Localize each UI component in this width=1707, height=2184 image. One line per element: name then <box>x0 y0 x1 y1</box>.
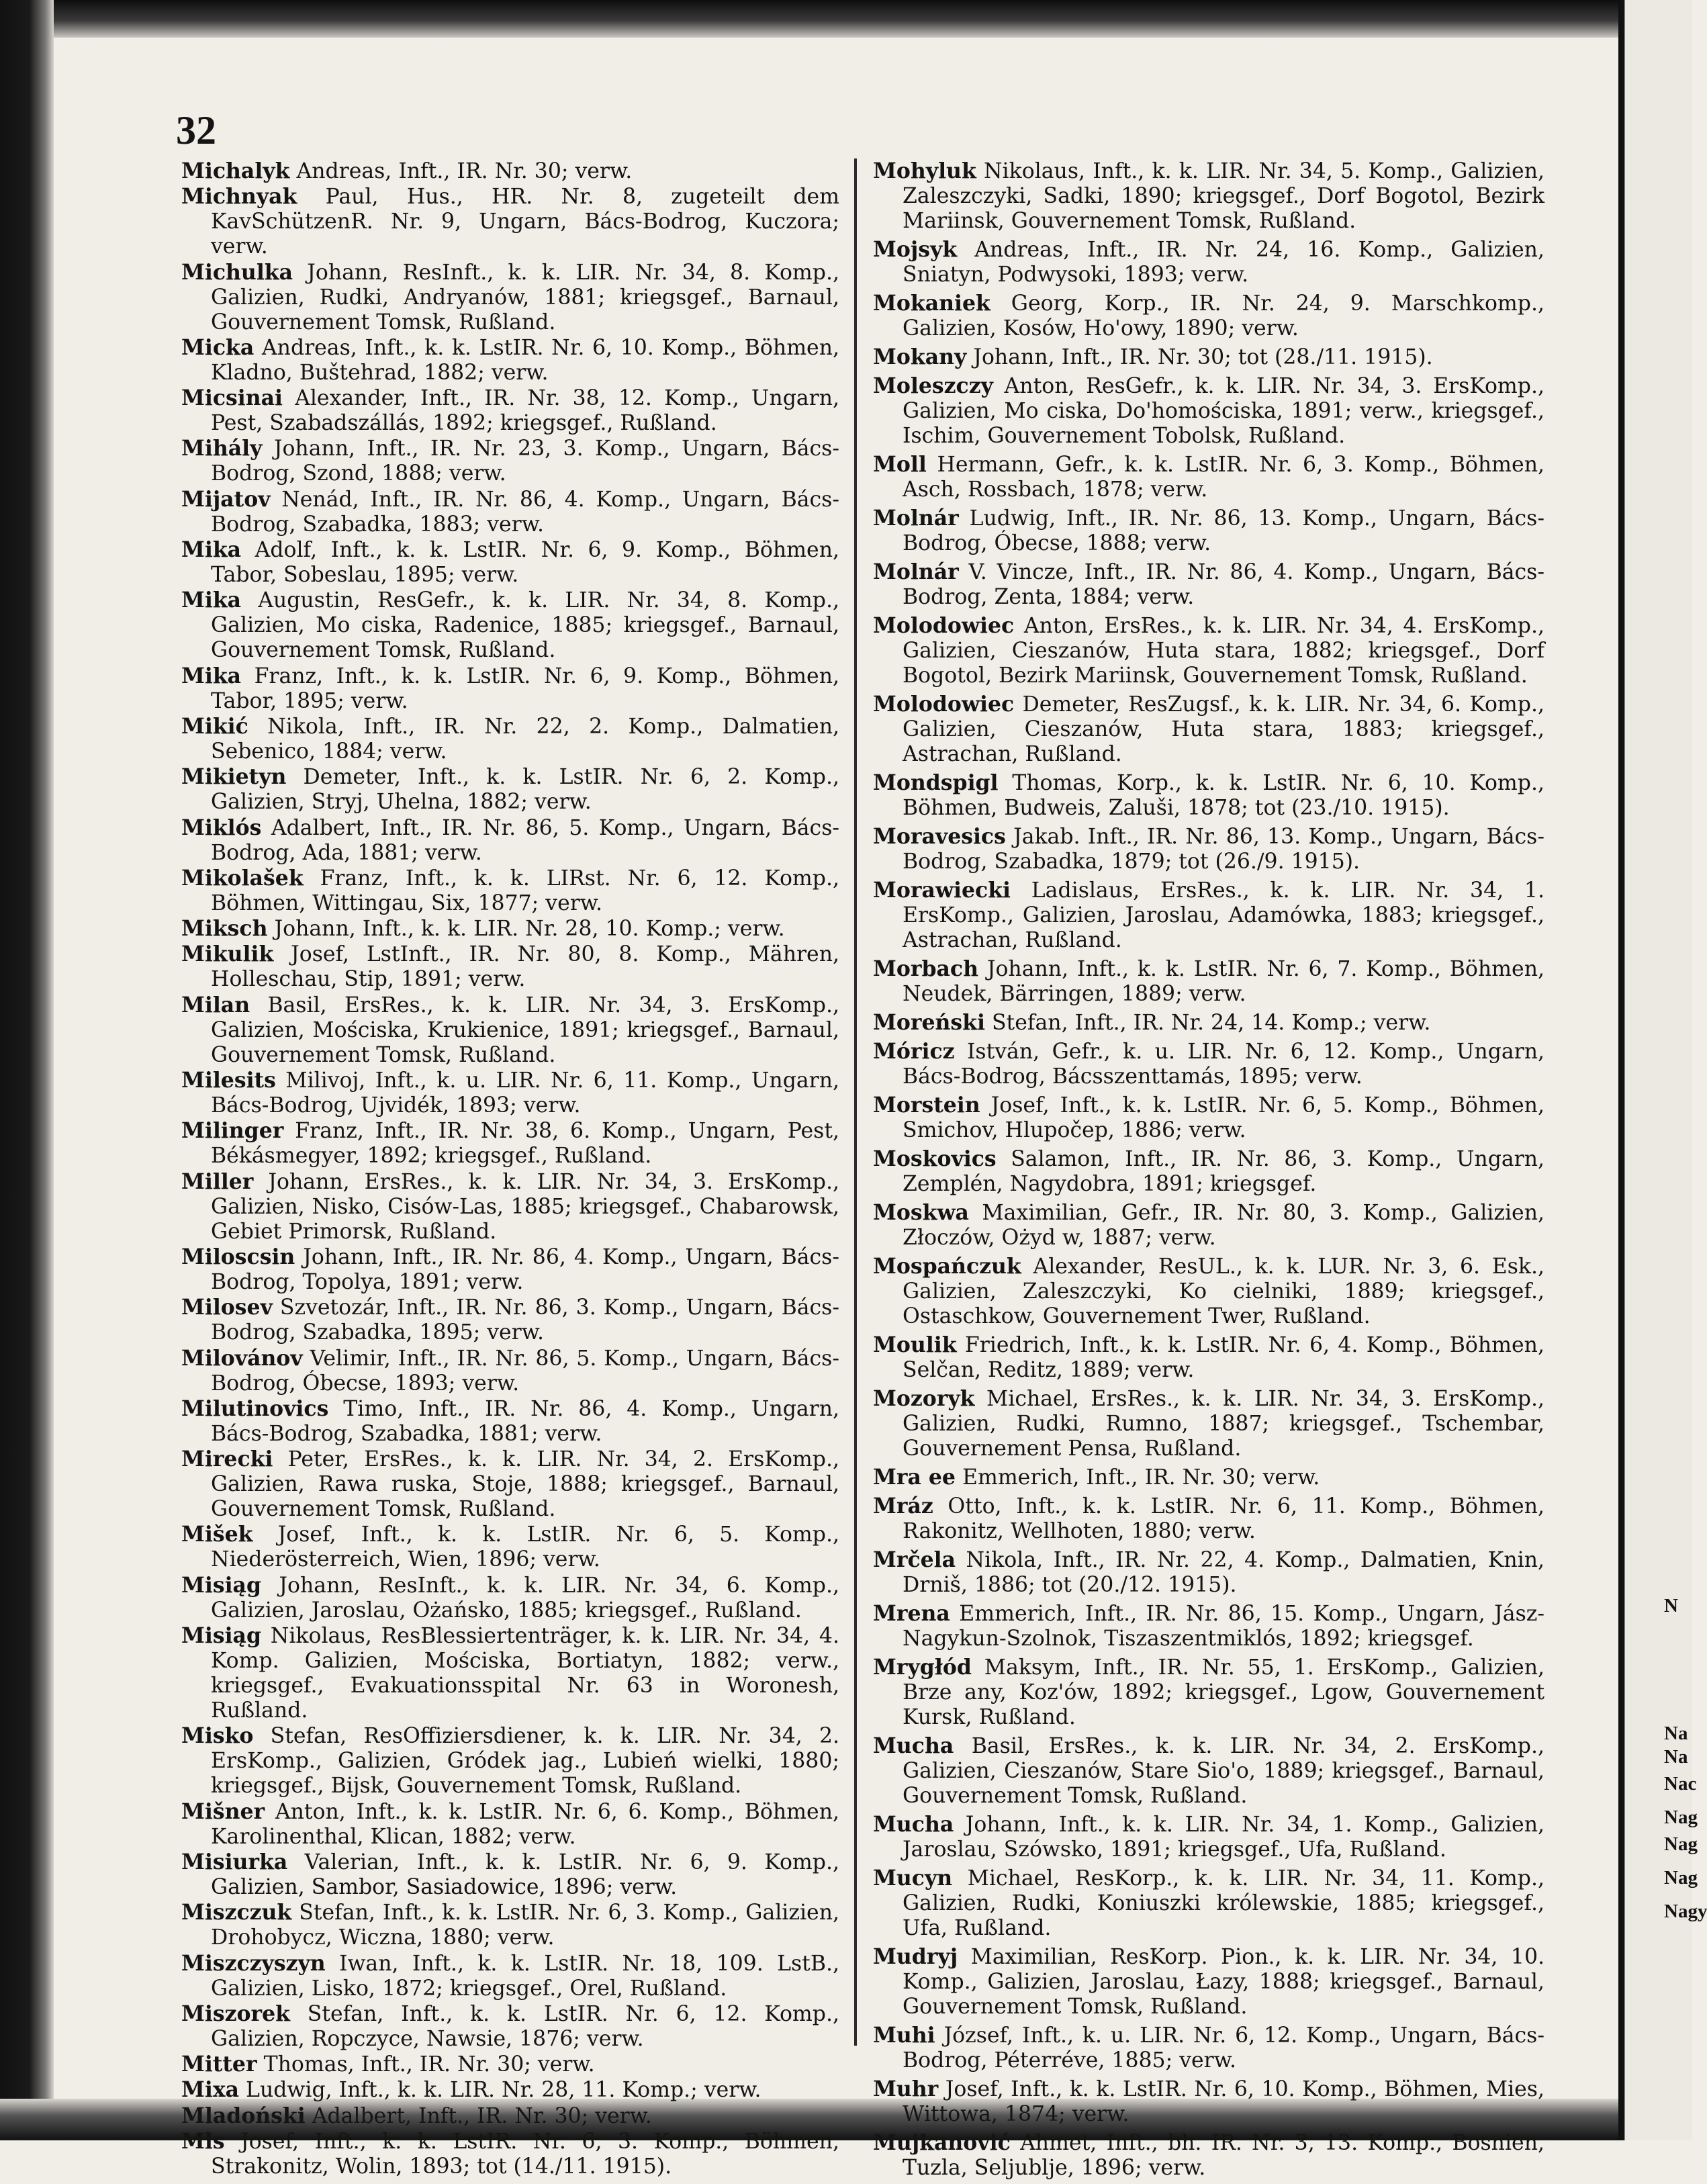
entry-details: Nikolaus, ResBlessiertenträger, k. k. LIR. Nr. 34, 4. Komp. Galizien, Mościska, Bortiatyn, 1882; verw., kriegsgef., Evakuationsspital Nr. 63 in Woronesh, Rußland. <box>211 1624 839 1723</box>
register-entry <box>181 1068 839 1118</box>
register-entry <box>181 1346 839 1396</box>
register-entry <box>181 764 839 815</box>
register-entry <box>873 1655 1544 1730</box>
register-entry <box>181 1169 839 1244</box>
entry-surname: Morawiecki <box>873 878 1011 903</box>
register-entry <box>873 158 1544 234</box>
entry-surname: Milan <box>181 992 250 1017</box>
register-entry <box>181 1951 839 2001</box>
entry-surname: Mra ee <box>873 1465 956 1490</box>
entry-details: Basil, ErsRes., k. k. LIR. Nr. 34, 2. ErsKomp., Galizien, Cieszanów, Stare Sio'o, 1889; kriegsgef., Barnaul, Gouvernement Tomsk, Rußland. <box>903 1734 1544 1808</box>
entry-details: Michael, ErsRes., k. k. LIR. Nr. 34, 3. ErsKomp., Galizien, Rudki, Rumno, 1887; kriegsgef., Tschembar, Gouvernement Pensa, Rußland. <box>903 1387 1544 1461</box>
entry-details: Franz, Inft., k. k. LIRst. Nr. 6, 12. Komp., Böhmen, Wittingau, Six, 1877; verw. <box>211 866 839 915</box>
register-entry <box>873 1010 1544 1036</box>
entry-details: Ladislaus, ErsRes., k. k. LIR. Nr. 34, 1. ErsKomp., Galizien, Jaroslau, Adamówka, 1883; kriegsgef., Astrachan, Rußland. <box>903 878 1544 952</box>
entry-surname: Mujkanović <box>873 2130 1011 2155</box>
register-entry <box>181 1522 839 1572</box>
entry-details: Johann, Inft., IR. Nr. 86, 4. Komp., Ungarn, Bács-Bodrog, Topolya, 1891; verw. <box>211 1244 839 1294</box>
register-entry <box>873 878 1544 953</box>
register-entry <box>181 1447 839 1522</box>
entry-surname: Moulik <box>873 1332 957 1357</box>
entry-surname: Mokaniek <box>873 291 990 316</box>
entry-details: Jakab. Inft., IR. Nr. 86, 13. Komp., Ungarn, Bács-Bodrog, Szabadka, 1879; tot (26./9. 1915). <box>903 825 1544 874</box>
entry-details: Adolf, Inft., k. k. LstIR. Nr. 6, 9. Komp., Böhmen, Tabor, Sobeslau, 1895; verw. <box>211 538 839 588</box>
entry-details: Josef, LstInft., IR. Nr. 80, 8. Komp., Mähren, Holleschau, Stip, 1891; verw. <box>211 942 839 992</box>
register-entry <box>873 1332 1544 1383</box>
entry-surname: Mls <box>181 2128 225 2154</box>
register-entry <box>873 345 1544 370</box>
register-entry <box>873 1254 1544 1329</box>
entry-details: Adalbert, Inft., IR. Nr. 86, 5. Komp., Ungarn, Bács-Bodrog, Ada, 1881; verw. <box>211 815 839 865</box>
register-entry <box>873 1200 1544 1250</box>
entry-surname: Michalyk <box>181 158 290 183</box>
entry-details: Paul, Hus., HR. Nr. 8, zugeteilt dem KavSchützenR. Nr. 9, Ungarn, Bács-Bodrog, Kuczora; verw. <box>211 185 839 259</box>
next-page-fragment: Na <box>1664 1723 1688 1744</box>
entry-details: Valerian, Inft., k. k. LstIR. Nr. 6, 9. Komp., Galizien, Sambor, Sasiadowice, 1896; verw. <box>211 1850 839 1899</box>
register-entry <box>181 588 839 663</box>
entry-surname: Miloscsin <box>181 1244 295 1269</box>
entry-surname: Mišek <box>181 1522 253 1547</box>
next-page-fragment: N <box>1664 1595 1678 1617</box>
register-entry <box>181 1850 839 1900</box>
register-entry <box>181 184 839 259</box>
entry-surname: Mika <box>181 537 242 563</box>
entry-surname: Mixa <box>181 2077 240 2103</box>
entry-surname: Mikietyn <box>181 764 287 790</box>
entry-surname: Mucha <box>873 1812 954 1837</box>
register-entry <box>181 335 839 385</box>
entry-surname: Molodowiec <box>873 613 1015 638</box>
entry-details: Alexander, ResUL., k. k. LUR. Nr. 3, 6. Esk., Galizien, Zaleszczyki, Ko cielniki, 1889; kriegsgef., Ostaschkow, Gouvernement Twer, Rußland. <box>903 1255 1544 1328</box>
entry-details: Johann, ResInft., k. k. LIR. Nr. 34, 8. Komp., Galizien, Rudki, Andryanów, 1881; kriegsgef., Barnaul, Gouvernement Tomsk, Rußland. <box>211 260 839 334</box>
entry-surname: Mrena <box>873 1601 950 1626</box>
next-page-fragment: Nag <box>1664 1833 1698 1855</box>
entry-details: Johann, Inft., IR. Nr. 30; tot (28./11. 1915). <box>966 345 1433 369</box>
entry-details: Timo, Inft., IR. Nr. 86, 4. Komp., Ungarn, Bács-Bodrog, Szabadka, 1881; verw. <box>211 1396 839 1446</box>
entry-surname: Mikić <box>181 713 248 739</box>
entry-details: Stefan, Inft., IR. Nr. 24, 14. Komp.; verw. <box>984 1011 1431 1035</box>
register-entry <box>873 373 1544 449</box>
entry-details: Milivoj, Inft., k. u. LIR. Nr. 6, 11. Komp., Ungarn, Bács-Bodrog, Ujvidék, 1893; verw. <box>211 1068 839 1118</box>
register-entry <box>873 1812 1544 1862</box>
register-entry <box>181 1623 839 1723</box>
entry-details: Maximilian, Gefr., IR. Nr. 80, 3. Komp., Galizien, Złoczów, Ożyd w, 1887; verw. <box>903 1201 1544 1250</box>
register-entry <box>873 956 1544 1007</box>
entry-details: Maksym, Inft., IR. Nr. 55, 1. ErsKomp., Galizien, Brze any, Koz'ów, 1892; kriegsgef., Lgow, Gouvernement Kursk, Rußland. <box>903 1655 1544 1729</box>
page-number: 32 <box>176 108 216 152</box>
entry-surname: Micsinai <box>181 385 283 411</box>
entry-surname: Mihály <box>181 436 263 461</box>
register-entry <box>181 436 839 486</box>
register-entry <box>873 1547 1544 1598</box>
entry-surname: Mišner <box>181 1799 265 1824</box>
entry-surname: Mucha <box>873 1733 954 1758</box>
register-entry <box>181 2052 839 2077</box>
entry-surname: Misiąg <box>181 1623 261 1649</box>
entry-details: Augustin, ResGefr., k. k. LIR. Nr. 34, 8. Komp., Galizien, Mo ciska, Radenice, 1885; kriegsgef., Barnaul, Gouvernement Tomsk, Rußland. <box>211 588 839 663</box>
register-entry <box>873 1093 1544 1143</box>
entry-details: Demeter, Inft., k. k. LstIR. Nr. 6, 2. Komp., Galizien, Stryj, Uhelna, 1882; verw. <box>211 765 839 815</box>
entry-surname: Mijatov <box>181 486 271 512</box>
entry-surname: Misko <box>181 1723 254 1749</box>
entry-surname: Mudryj <box>873 1944 958 1969</box>
entry-surname: Miller <box>181 1169 254 1194</box>
register-entry <box>181 537 839 588</box>
entry-details: Johann, ResInft., k. k. LIR. Nr. 34, 6. Komp., Galizien, Jaroslau, Ożańsko, 1885; kriegsgef., Rußland. <box>211 1573 839 1623</box>
register-entry <box>873 613 1544 688</box>
register-entry <box>181 1295 839 1345</box>
entry-details: Franz, Inft., IR. Nr. 38, 6. Komp., Ungarn, Pest, Békásmegyer, 1892; kriegsgef., Rußland. <box>211 1119 839 1169</box>
entry-surname: Miszczuk <box>181 1900 292 1925</box>
entry-details: Josef, Inft., k. k. LstIR. Nr. 6, 5. Komp., Böhmen, Smichov, Hlupočep, 1886; verw. <box>903 1093 1544 1142</box>
register-entry <box>181 487 839 537</box>
entry-details: Stefan, ResOffiziersdiener, k. k. LIR. Nr. 34, 2. ErsKomp., Galizien, Gródek jag., Lubień wielki, 1880; kriegsgef., Bijsk, Gouvernement Tomsk, Rußland. <box>211 1724 839 1799</box>
entry-details: Andreas, Inft., IR. Nr. 24, 16. Komp., Galizien, Sniatyn, Podwysoki, 1893; verw. <box>903 238 1544 287</box>
register-entry <box>873 1386 1544 1461</box>
entry-details: Alexander, Inft., IR. Nr. 38, 12. Komp., Ungarn, Pest, Szabadszállás, 1892; kriegsgef., Rußland. <box>211 386 839 436</box>
entry-details: Andreas, Inft., IR. Nr. 30; verw. <box>289 159 633 183</box>
entry-details: Hermann, Gefr., k. k. LstIR. Nr. 6, 3. Komp., Böhmen, Asch, Rossbach, 1878; verw. <box>903 453 1544 502</box>
register-entry <box>873 1039 1544 1089</box>
entry-surname: Mikulik <box>181 942 274 967</box>
register-entry <box>181 385 839 436</box>
register-entry <box>873 692 1544 767</box>
register-entry <box>181 714 839 764</box>
entry-surname: Molnár <box>873 506 959 531</box>
register-entry <box>181 1118 839 1169</box>
next-page-fragment: Nag <box>1664 1807 1698 1828</box>
entry-surname: Moskovics <box>873 1146 997 1171</box>
entry-surname: Moravesics <box>873 824 1006 849</box>
entry-details: Johann, ErsRes., k. k. LIR. Nr. 34, 3. ErsKomp., Galizien, Nisko, Cisów-Las, 1885; kriegsgef., Chabarowsk, Gebiet Primorsk, Rußland. <box>211 1169 839 1244</box>
entry-surname: Molodowiec <box>873 692 1015 717</box>
entry-details: Stefan, Inft., k. k. LstIR. Nr. 6, 12. Komp., Galizien, Ropczyce, Nawsie, 1876; verw. <box>211 2001 839 2051</box>
register-entry <box>181 1396 839 1447</box>
next-page-fragment: Nag <box>1664 1867 1698 1889</box>
entry-surname: Mojsyk <box>873 237 958 262</box>
entry-surname: Milutinovics <box>181 1396 329 1421</box>
scan-left-border <box>0 0 54 2140</box>
entry-details: Anton, ResGefr., k. k. LIR. Nr. 34, 3. ErsKomp., Galizien, Mo ciska, Do'homościska, 1891; verw., kriegsgef., Ischim, Gouvernement Tobolsk, Rußland. <box>903 374 1544 448</box>
entry-surname: Micka <box>181 334 255 360</box>
entry-details: Ludwig, Inft., k. k. LIR. Nr. 28, 11. Komp.; verw. <box>239 2078 762 2103</box>
register-entry <box>181 916 839 942</box>
entry-details: Nikola, Inft., IR. Nr. 22, 4. Komp., Dalmatien, Knin, Drniš, 1886; tot (20./12. 1915). <box>903 1548 1544 1597</box>
entry-details: Thomas, Inft., IR. Nr. 30; verw. <box>257 2052 595 2077</box>
next-page-fragment: Nac <box>1664 1773 1697 1794</box>
register-entry <box>873 1465 1544 1490</box>
register-entry <box>873 452 1544 502</box>
entry-details: Emmerich, Inft., IR. Nr. 86, 15. Komp., Ungarn, Jász-Nagykun-Szolnok, Tiszaszentmiklós, 1892; kriegsgef. <box>903 1602 1544 1651</box>
entry-surname: Mikolašek <box>181 865 304 891</box>
entry-surname: Milesits <box>181 1068 276 1093</box>
entry-details: Salamon, Inft., IR. Nr. 86, 3. Komp., Ungarn, Zemplén, Nagydobra, 1891; kriegsgef. <box>903 1147 1544 1196</box>
entry-surname: Moll <box>873 452 927 477</box>
register-entry <box>181 2001 839 2052</box>
entry-surname: Mozoryk <box>873 1386 975 1411</box>
entry-details: Michael, ResKorp., k. k. LIR. Nr. 34, 11. Komp., Galizien, Rudki, Koniuszki królewskie, 1885; kriegsgef., Ufa, Rußland. <box>903 1866 1544 1940</box>
entry-surname: Miszczyszyn <box>181 1950 326 1976</box>
entry-surname: Misiurka <box>181 1849 288 1874</box>
entry-surname: Mráz <box>873 1494 933 1518</box>
register-entry <box>181 815 839 866</box>
entry-surname: Móricz <box>873 1039 955 1064</box>
entry-surname: Mokany <box>873 345 967 369</box>
entry-details: Georg, Korp., IR. Nr. 24, 9. Marschkomp., Galizien, Kosów, Ho'owy, 1890; verw. <box>903 291 1544 340</box>
entry-details: Johann, Inft., k. k. LIR. Nr. 34, 1. Komp., Galizien, Jaroslau, Szówsko, 1891; kriegsgef., Ufa, Rußland. <box>903 1813 1544 1862</box>
entry-surname: Morstein <box>873 1093 980 1118</box>
entry-surname: Mucyn <box>873 1866 953 1891</box>
scan-top-border <box>0 0 1692 38</box>
entry-details: Thomas, Korp., k. k. LstIR. Nr. 6, 10. Komp., Böhmen, Budweis, Zaluši, 1878; tot (23./10. 1915). <box>903 771 1544 820</box>
entry-surname: Miklós <box>181 815 262 840</box>
entry-details: Szvetozár, Inft., IR. Nr. 86, 3. Komp., Ungarn, Bács-Bodrog, Szabadka, 1895; verw. <box>211 1295 839 1345</box>
entry-details: Velimir, Inft., IR. Nr. 86, 5. Komp., Ungarn, Bács-Bodrog, Óbecse, 1893; verw. <box>211 1346 839 1396</box>
entry-details: Adalbert, Inft., IR. Nr. 30; verw. <box>305 2103 652 2128</box>
register-entry <box>873 506 1544 556</box>
entry-surname: Mika <box>181 663 242 688</box>
entry-details: Nenád, Inft., IR. Nr. 86, 4. Komp., Ungarn, Bács-Bodrog, Szabadka, 1883; verw. <box>211 487 839 537</box>
entry-surname: Morbach <box>873 956 978 981</box>
entry-surname: Moskwa <box>873 1200 969 1225</box>
register-entry <box>873 2023 1544 2073</box>
entry-details: István, Gefr., k. u. LIR. Nr. 6, 12. Komp., Ungarn, Bács-Bodrog, Bácsszenttamás, 1895; verw. <box>903 1040 1544 1089</box>
entry-details: Johann, Inft., k. k. LIR. Nr. 28, 10. Komp.; verw. <box>267 917 785 942</box>
register-entry <box>181 2077 839 2103</box>
register-entry <box>181 866 839 916</box>
entry-surname: Mika <box>181 588 242 613</box>
register-entry <box>181 158 839 184</box>
register-entry <box>181 664 839 714</box>
entry-details: Ahmet, Inft., bh. IR. Nr. 3, 13. Komp., Bosnien, Tuzla, Seljublje, 1896; verw. <box>903 2131 1544 2180</box>
entry-details: Peter, ErsRes., k. k. LIR. Nr. 34, 2. ErsKomp., Galizien, Rawa ruska, Stoje, 1888; kriegsgef., Barnaul, Gouvernement Tomsk, Rußland. <box>211 1447 839 1522</box>
entry-surname: Mrčela <box>873 1547 956 1572</box>
register-entry <box>873 770 1544 821</box>
register-entry <box>181 260 839 335</box>
register-entry <box>181 1573 839 1623</box>
entry-surname: Moleszczy <box>873 373 993 398</box>
register-entry <box>181 993 839 1068</box>
entry-details: Stefan, Inft., k. k. LstIR. Nr. 6, 3. Komp., Galizien, Drohobycz, Wiczna, 1880; verw. <box>211 1901 839 1950</box>
entry-details: Maximilian, ResKorp. Pion., k. k. LIR. Nr. 34, 10. Komp., Galizien, Jaroslau, Łazy, 1888; kriegsgef., Barnaul, Gouvernement Tomsk, Rußland. <box>903 1945 1544 2019</box>
entry-surname: Muhi <box>873 2023 935 2048</box>
entry-surname: Mrygłód <box>873 1655 972 1680</box>
entry-surname: Miksch <box>181 916 268 942</box>
entry-surname: Mladoński <box>181 2103 306 2128</box>
entry-surname: Michnyak <box>181 184 297 210</box>
register-entry <box>873 559 1544 610</box>
entry-details: V. Vincze, Inft., IR. Nr. 86, 4. Komp., Ungarn, Bács-Bodrog, Zenta, 1884; verw. <box>903 560 1544 609</box>
entry-details: Emmerich, Inft., IR. Nr. 30; verw. <box>955 1465 1320 1490</box>
entry-details: Andreas, Inft., k. k. LstIR. Nr. 6, 10. Komp., Böhmen, Kladno, Buštehrad, 1882; verw. <box>211 335 839 385</box>
entry-surname: Mohyluk <box>873 158 976 183</box>
entry-surname: Michulka <box>181 259 293 285</box>
entry-surname: Mitter <box>181 2052 257 2077</box>
register-entry <box>181 1900 839 1950</box>
entry-details: Ludwig, Inft., IR. Nr. 86, 13. Komp., Ungarn, Bács-Bodrog, Óbecse, 1888; verw. <box>903 506 1544 555</box>
register-entry <box>873 2130 1544 2181</box>
entry-details: Josef, Inft., k. k. LstIR. Nr. 6, 3. Komp., Böhmen, Strakonitz, Wolin, 1893; tot (14./11. 1915). <box>211 2129 839 2179</box>
entry-details: Franz, Inft., k. k. LstIR. Nr. 6, 9. Komp., Böhmen, Tabor, 1895; verw. <box>211 664 839 713</box>
register-entry <box>181 1723 839 1799</box>
register-entry <box>873 1146 1544 1197</box>
register-entry <box>873 1944 1544 2019</box>
entry-surname: Mondspigl <box>873 770 999 795</box>
left-column <box>181 158 839 2179</box>
register-entry <box>873 291 1544 341</box>
entry-details: Otto, Inft., k. k. LstIR. Nr. 6, 11. Komp., Böhmen, Rakonitz, Wellhoten, 1880; verw. <box>903 1494 1544 1543</box>
register-entry <box>873 1601 1544 1651</box>
entry-details: Demeter, ResZugsf., k. k. LIR. Nr. 34, 6. Komp., Galizien, Cieszanów, Huta stara, 1883; kriegsgef., Astrachan, Rußland. <box>903 692 1544 766</box>
register-entry <box>873 1494 1544 1544</box>
entry-surname: Misiąg <box>181 1572 261 1598</box>
register-entry <box>873 2077 1544 2127</box>
entry-details: Josef, Inft., k. k. LstIR. Nr. 6, 5. Komp., Niederösterreich, Wien, 1896; verw. <box>211 1522 839 1572</box>
entry-details: Nikola, Inft., IR. Nr. 22, 2. Komp., Dalmatien, Sebenico, 1884; verw. <box>211 714 839 764</box>
entry-details: Nikolaus, Inft., k. k. LIR. Nr. 34, 5. Komp., Galizien, Zaleszczyki, Sadki, 1890; kriegsgef., Dorf Bogotol, Bezirk Mariinsk, Gouvernement Tomsk, Rußland. <box>903 159 1544 233</box>
register-entry <box>181 1244 839 1295</box>
entry-surname: Mirecki <box>181 1447 273 1472</box>
entry-details: Josef, Inft., k. k. LstIR. Nr. 6, 10. Komp., Böhmen, Mies, Wittowa, 1874; verw. <box>903 2077 1544 2126</box>
entry-surname: Molnár <box>873 559 959 584</box>
entry-details: József, Inft., k. u. LIR. Nr. 6, 12. Komp., Ungarn, Bács-Bodrog, Péterréve, 1885; verw. <box>903 2023 1544 2073</box>
entry-surname: Muhr <box>873 2077 939 2101</box>
entry-surname: Milinger <box>181 1118 284 1144</box>
register-entry <box>873 1733 1544 1809</box>
entry-surname: Milosev <box>181 1295 273 1320</box>
next-page-fragment: Nagy <box>1664 1901 1707 1922</box>
entry-details: Johann, Inft., IR. Nr. 23, 3. Komp., Ungarn, Bács-Bodrog, Szond, 1888; verw. <box>211 437 839 486</box>
entry-details: Basil, ErsRes., k. k. LIR. Nr. 34, 3. ErsKomp., Galizien, Mościska, Krukienice, 1891; kriegsgef., Barnaul, Gouvernement Tomsk, Rußland. <box>211 993 839 1067</box>
next-page-fragment: Na <box>1664 1746 1688 1768</box>
entry-surname: Moreński <box>873 1010 985 1035</box>
entry-details: Johann, Inft., k. k. LstIR. Nr. 6, 7. Komp., Böhmen, Neudek, Bärringen, 1889; verw. <box>903 957 1544 1006</box>
register-entry <box>181 2103 839 2129</box>
entry-surname: Miszorek <box>181 2001 290 2026</box>
entry-details: Anton, Inft., k. k. LstIR. Nr. 6, 6. Komp., Böhmen, Karolinenthal, Klican, 1882; verw. <box>211 1799 839 1849</box>
entry-details: Iwan, Inft., k. k. LstIR. Nr. 18, 109. LstB., Galizien, Lisko, 1872; kriegsgef., Orel, Rußland. <box>211 1951 839 2001</box>
register-entry <box>873 1866 1544 1941</box>
register-entry <box>873 237 1544 287</box>
right-column <box>873 158 1544 2184</box>
entry-surname: Milovánov <box>181 1345 303 1371</box>
register-entry <box>181 2129 839 2179</box>
entry-details: Friedrich, Inft., k. k. LstIR. Nr. 6, 4. Komp., Böhmen, Selčan, Reditz, 1889; verw. <box>903 1333 1544 1382</box>
register-entry <box>181 1799 839 1850</box>
column-divider <box>854 158 857 2046</box>
register-entry <box>873 824 1544 874</box>
entry-details: Anton, ErsRes., k. k. LIR. Nr. 34, 4. ErsKomp., Galizien, Cieszanów, Huta stara, 1882; kriegsgef., Dorf Bogotol, Bezirk Mariinsk, Gouvernement Tomsk, Rußland. <box>903 614 1544 688</box>
entry-surname: Mospańczuk <box>873 1254 1021 1279</box>
register-entry <box>181 942 839 992</box>
